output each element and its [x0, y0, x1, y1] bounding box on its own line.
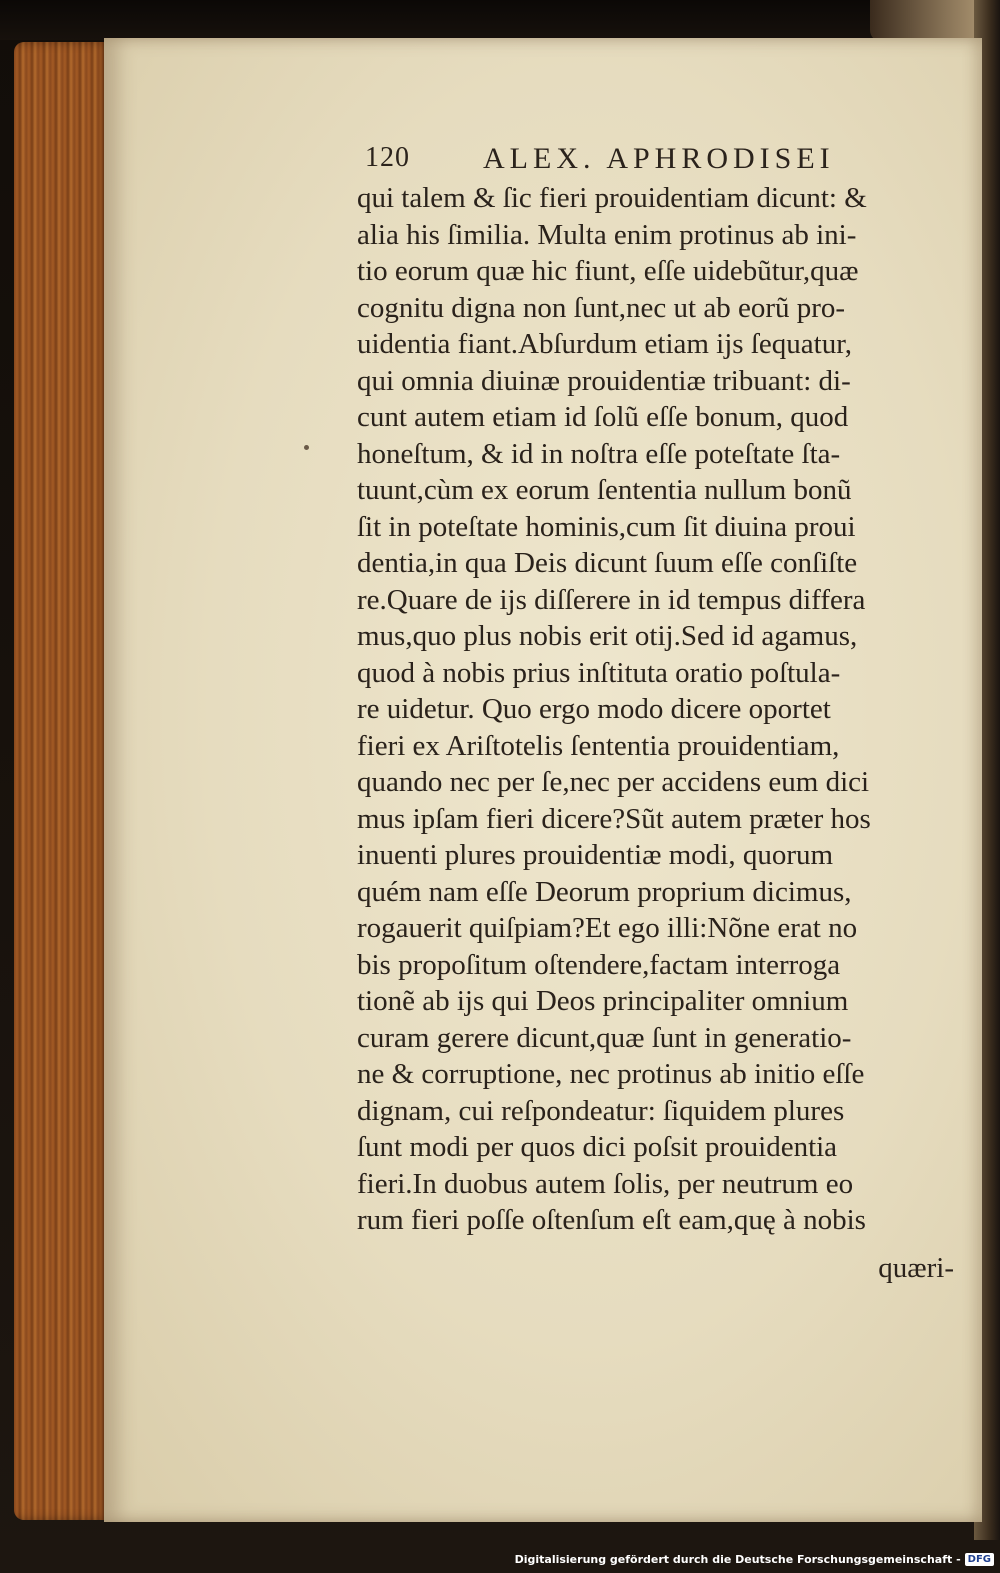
- running-title: ALEX. APHRODISEI: [483, 142, 835, 175]
- text-line: dentia,in qua Deis dicunt ſuum eſſe conſiſte: [357, 547, 858, 579]
- top-shadow: [0, 0, 1000, 40]
- text-line: mus,quo plus nobis erit otij.Sed id agamus,: [357, 620, 858, 652]
- text-line: rogauerit quiſpiam?Et ego illi:Nõne erat no: [357, 912, 858, 944]
- funding-text: Digitalisierung gefördert durch die Deutsche Forschungsgemeinschaft -: [514, 1552, 961, 1566]
- text-line: re uidetur. Quo ergo modo dicere oportet: [357, 693, 831, 725]
- text-line: re.Quare de ijs diſſerere in id tempus differa: [357, 583, 866, 616]
- text-line: quando nec per ſe,nec per accidens eum dici: [357, 766, 870, 798]
- text-block: [357, 180, 967, 1239]
- book-fore-edge: [14, 42, 110, 1520]
- text-line: quod à nobis prius inſtituta oratio poſtula-: [357, 656, 841, 689]
- text-line: tionẽ ab ijs qui Deos principaliter omnium: [357, 985, 849, 1017]
- text-line: qui omnia diuinæ prouidentiæ tribuant: di-: [357, 364, 851, 397]
- text-line: tuunt,cùm ex eorum ſententia nullum bonũ: [357, 474, 852, 506]
- text-line: fieri.In duobus autem ſolis, per neutrum eo: [357, 1167, 854, 1200]
- text-line: uidentia fiant.Abſurdum etiam ijs ſequatur,: [357, 328, 852, 360]
- text-line: inuenti plures prouidentiæ modi, quorum: [357, 839, 834, 871]
- text-line: rum fieri poſſe oſtenſum eſt eam,quę à nobis: [357, 1204, 866, 1236]
- text-line: fieri ex Ariſtotelis ſententia prouidentiam,: [357, 729, 840, 762]
- text-line: dignam, cui reſpondeatur: ſiquidem plures: [357, 1094, 845, 1127]
- text-line: tio eorum quæ hic fiunt, eſſe uidebũtur,quæ: [357, 255, 859, 287]
- text-line: bis propoſitum oſtendere,factam interroga: [357, 948, 841, 981]
- text-line: honeſtum, & id in noſtra eſſe poteſtate ſta-: [357, 437, 841, 470]
- text-line: qui talem & ſic fieri prouidentiam dicunt: &: [357, 182, 867, 214]
- text-line: mus ipſam fieri dicere?Sũt autem præter hos: [357, 802, 871, 835]
- footer-credit: [515, 1549, 994, 1569]
- paper-speck: [304, 445, 309, 450]
- text-line: alia his ſimilia. Multa enim protinus ab ini-: [357, 218, 857, 251]
- text-line: curam gerere dicunt,quæ ſunt in generatio-: [357, 1021, 852, 1054]
- text-line: ne & corruptione, nec protinus ab initio eſſe: [357, 1058, 865, 1090]
- text-line: cunt autem etiam id ſolũ eſſe bonum, quod: [357, 401, 849, 433]
- page-header: [365, 142, 955, 182]
- text-line: ſunt modi per quos dici poſsit prouidentia: [357, 1131, 838, 1163]
- folio-number: 120: [365, 142, 410, 173]
- text-line: cognitu digna non ſunt,nec ut ab eorũ pro-: [357, 291, 846, 324]
- dfg-logo: DFG: [965, 1553, 994, 1566]
- text-line: ſit in poteſtate hominis,cum ſit diuina proui: [357, 510, 856, 543]
- text-line: quém nam eſſe Deorum proprium dicimus,: [357, 875, 852, 908]
- catchword: quæri-: [878, 1252, 954, 1284]
